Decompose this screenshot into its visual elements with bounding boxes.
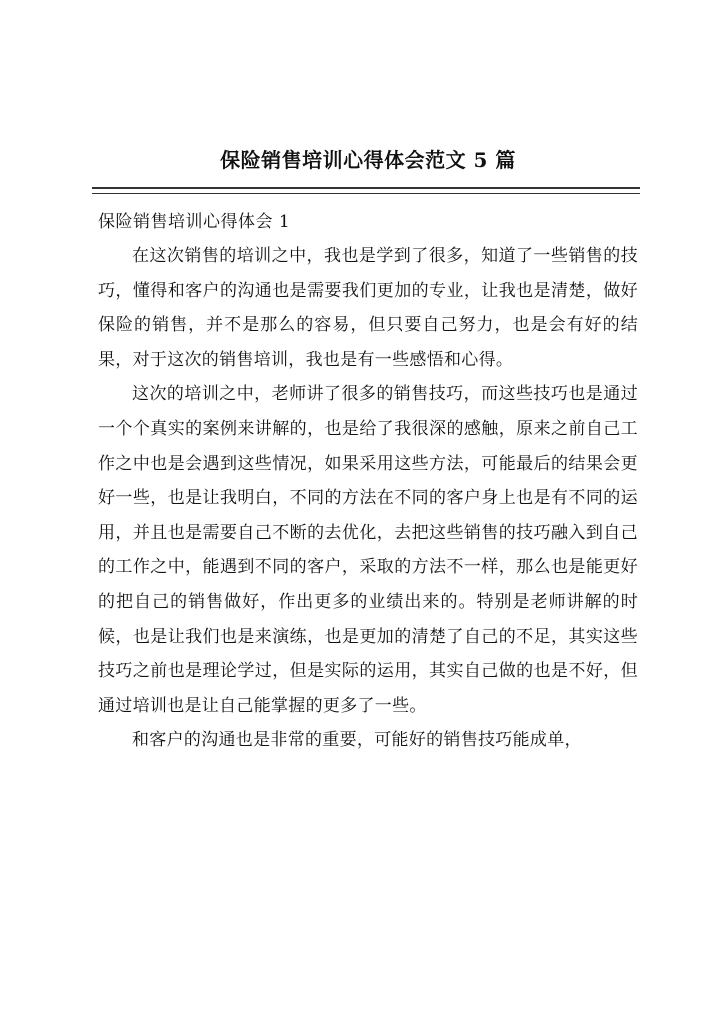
section-heading: 保险销售培训心得体会 1 <box>98 212 291 232</box>
paragraph-2: 这次的培训之中，老师讲了很多的销售技巧，而这些技巧也是通过一个个真实的案例来讲解的，也是给了我很深的感触，原来之前自己工作之中也是会遇到这些情况，如果采用这些方法，可能最后的结果会更好一些，也是让我明白，不同的方法在不同的客户身上也是有不同的运用，并且也是需要自己不断的去优化，去把这些销售的技巧融入到自己的工作之中，能遇到不同的客户，采取的方法不一样，那么也是能更好的把自己的销售做好，作出更多的业绩出来的。特别是老师讲解的时候，也是让我们也是来演练，也是更加的清楚了自己的不足，其实这些技巧之前也是理论学过，但是实际的运用，其实自己做的也是不好，但通过培训也是让自己能掌握的更多了一些。 <box>98 384 638 716</box>
document-body <box>98 205 638 758</box>
title-divider <box>92 187 640 194</box>
document-title: 保险销售培训心得体会范文 5 篇 <box>220 148 516 172</box>
paragraph-3: 和客户的沟通也是非常的重要，可能好的销售技巧能成单， <box>132 730 582 751</box>
paragraph-1: 在这次销售的培训之中，我也是学到了很多，知道了一些销售的技巧，懂得和客户的沟通也是需要我们更加的专业，让我也是清楚，做好保险的销售，并不是那么的容易，但只要自己努力，也是会有好的结果，对于这次的销售培训，我也是有一些感悟和心得。 <box>98 246 638 370</box>
